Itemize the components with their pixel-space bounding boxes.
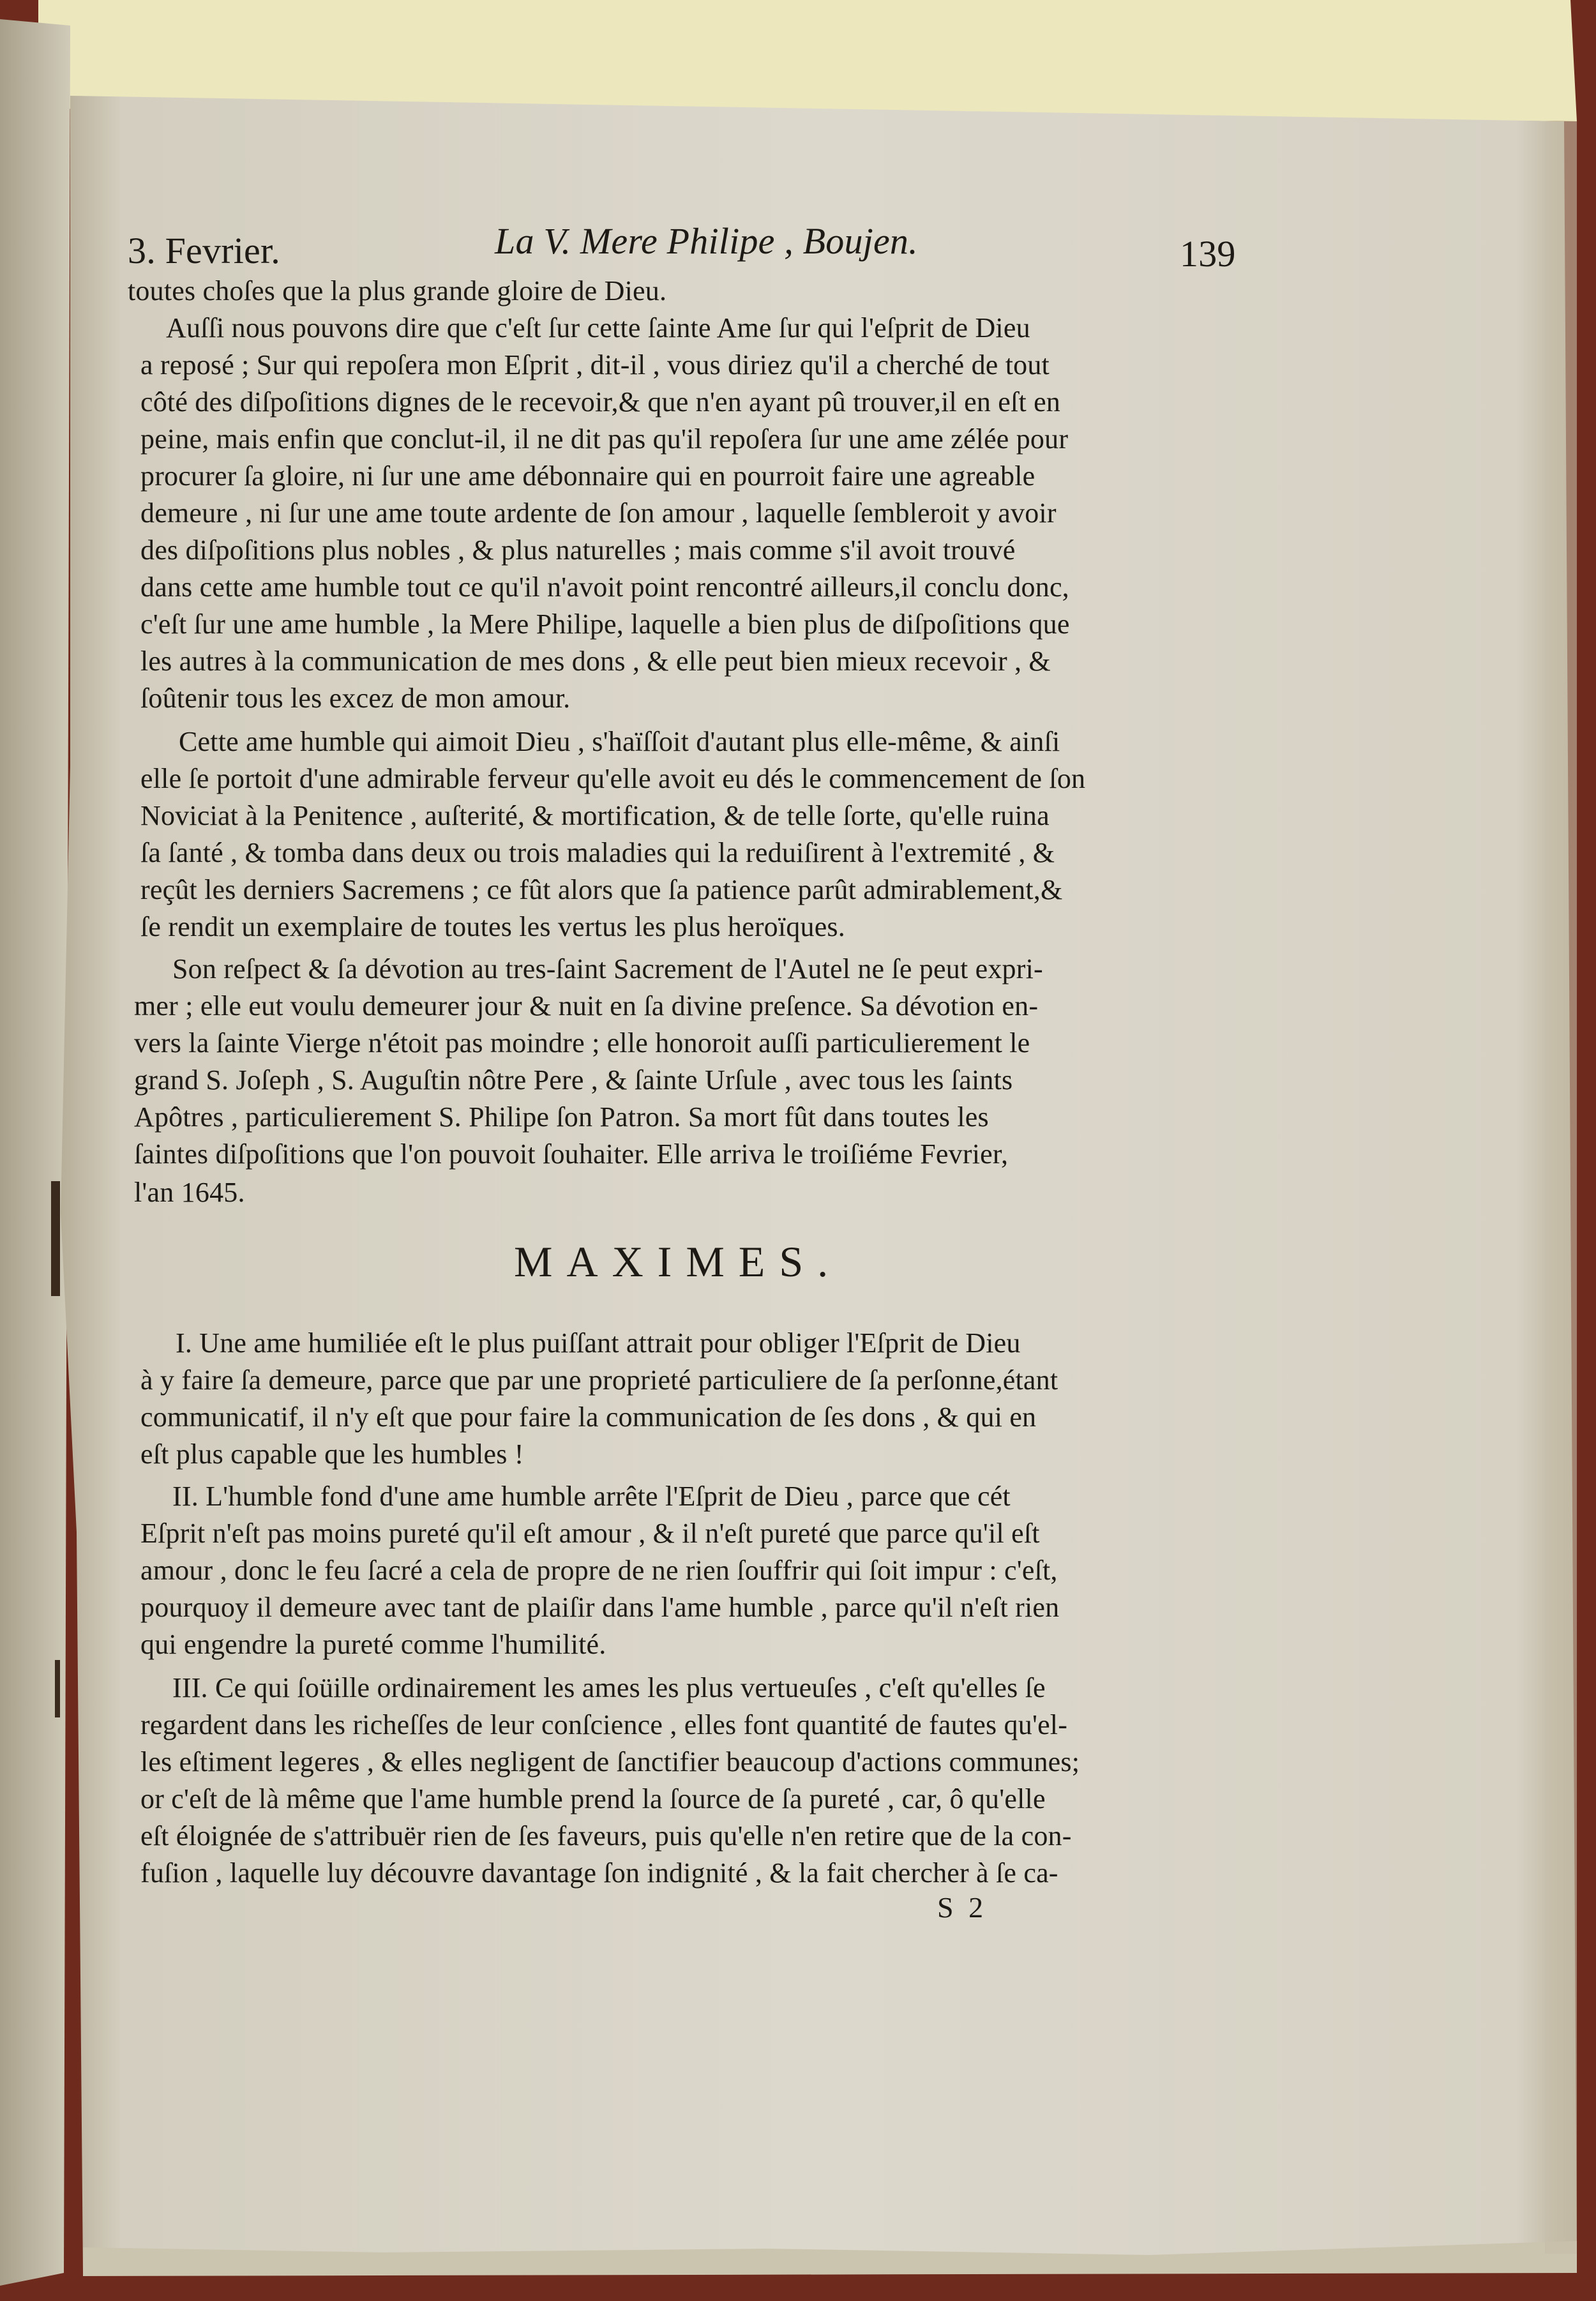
maxime-line: fuſion , laquelle luy découvre davantage ſon indignité , & la fait chercher à ſe ca- <box>140 1857 1058 1889</box>
maxime-line: or c'eſt de là même que l'ame humble prend la ſource de ſa pureté , car, ô qu'elle <box>140 1783 1046 1814</box>
maxime-line: II. L'humble fond d'une ame humble arrête l'Eſprit de Dieu , parce que cét <box>172 1481 1011 1512</box>
body-line: Auſſi nous pouvons dire que c'eſt ſur cette ſainte Ame ſur qui l'eſprit de Dieu <box>166 312 1030 343</box>
body-line: mer ; elle eut voulu demeurer jour & nuit en ſa divine preſence. Sa dévotion en- <box>134 990 1039 1022</box>
body-line: peine, mais enfin que conclut-il, il ne dit pas qu'il repoſera ſur une ame zélée pour <box>140 423 1069 455</box>
body-line: ſoûtenir tous les excez de mon amour. <box>140 683 571 714</box>
maxime-line: III. Ce qui ſoüille ordinairement les ames les plus vertueuſes , c'eſt qu'elles ſe <box>172 1672 1046 1703</box>
body-line: c'eſt ſur une ame humble , la Mere Philipe, laquelle a bien plus de diſpoſitions que <box>140 608 1070 640</box>
body-line: des diſpoſitions plus nobles , & plus naturelles ; mais comme s'il avoit trouvé <box>140 534 1016 566</box>
body-line: les autres à la communication de mes dons , & elle peut bien mieux recevoir , & <box>140 645 1051 677</box>
body-line: toutes choſes que la plus grande gloire de Dieu. <box>128 275 667 306</box>
running-title: La V. Mere Philipe , Boujen. <box>495 220 918 262</box>
page-number: 139 <box>1180 233 1236 275</box>
body-line: ſe rendit un exemplaire de toutes les vertus les plus heroïques. <box>140 911 845 942</box>
maxime-line: eſt plus capable que les humbles ! <box>140 1438 524 1470</box>
body-line: Son reſpect & ſa dévotion au tres-ſaint Sacrement de l'Autel ne ſe peut expri- <box>172 953 1043 985</box>
body-line: ſaintes diſpoſitions que l'on pouvoit ſouhaiter. Elle arriva le troiſiéme Fevrier, <box>134 1138 1009 1170</box>
body-line: ſa ſanté , & tomba dans deux ou trois maladies qui la reduiſirent à l'extremité , & <box>140 837 1055 868</box>
maxime-line: pourquoy il demeure avec tant de plaiſir dans l'ame humble , parce qu'il n'eſt rien <box>140 1592 1060 1623</box>
maxime-line: communicatif, il n'y eſt que pour faire la communication de ſes dons , & qui en <box>140 1401 1037 1433</box>
body-line: Cette ame humble qui aimoit Dieu , s'haïſſoit d'autant plus elle-même, & ainſi <box>179 726 1060 757</box>
maxime-line: I. Une ame humiliée eſt le plus puiſſant attrait pour obliger l'Eſprit de Dieu <box>176 1327 1021 1359</box>
maxime-line: les eſtiment legeres , & elles negligent de ſanctifier beaucoup d'actions communes; <box>140 1746 1080 1777</box>
body-line: demeure , ni ſur une ame toute ardente de ſon amour , laquelle ſembleroit y avoir <box>140 497 1057 529</box>
maxime-line: à y faire ſa demeure, parce que par une proprieté particuliere de ſa perſonne,étant <box>140 1364 1058 1396</box>
maxime-line: regardent dans les richeſſes de leur conſcience , elles font quantité de fautes qu'el- <box>140 1709 1068 1740</box>
maxime-line: eſt éloignée de s'attribuër rien de ſes faveurs, puis qu'elle n'en retire que de la con- <box>140 1820 1072 1852</box>
body-line: a reposé ; Sur qui repoſera mon Eſprit , dit-il , vous diriez qu'il a cherché de tout <box>140 349 1050 381</box>
body-line: côté des diſpoſitions dignes de le recevoir,& que n'en ayant pû trouver,il en eſt en <box>140 386 1060 418</box>
body-line: Noviciat à la Penitence , auſterité, & mortification, & de telle ſorte, qu'elle ruina <box>140 800 1050 831</box>
body-line: Apôtres , particulierement S. Philipe ſon Patron. Sa mort fût dans toutes les <box>134 1101 989 1133</box>
body-line: l'an 1645. <box>134 1177 245 1208</box>
maximes-title: MAXIMES. <box>514 1237 843 1286</box>
body-line: dans cette ame humble tout ce qu'il n'avoit point rencontré ailleurs,il conclu donc, <box>140 571 1069 603</box>
body-line: vers la ſainte Vierge n'étoit pas moindre ; elle honoroit auſſi particulierement le <box>134 1027 1030 1059</box>
body-line: procurer ſa gloire, ni ſur une ame débonnaire qui en pourroit faire une agreable <box>140 460 1035 492</box>
maxime-line: amour , donc le feu ſacré a cela de propre de ne rien ſouffrir qui ſoit impur : c'eſt, <box>140 1555 1058 1586</box>
body-line: grand S. Joſeph , S. Auguſtin nôtre Pere , & ſainte Urſule , avec tous les ſaints <box>134 1064 1013 1096</box>
header-date: 3. Fevrier. <box>128 230 280 271</box>
body-line: elle ſe portoit d'une admirable ferveur qu'elle avoit eu dés le commencement de ſon <box>140 763 1086 794</box>
signature-mark: S 2 <box>937 1891 988 1924</box>
maxime-line: qui engendre la pureté comme l'humilité. <box>140 1629 606 1660</box>
body-line: reçût les derniers Sacremens ; ce fût alors que ſa patience parût admirablement,& <box>140 874 1063 905</box>
maxime-line: Eſprit n'eſt pas moins pureté qu'il eſt amour , & il n'eſt pureté que parce qu'il eſt <box>140 1518 1040 1549</box>
